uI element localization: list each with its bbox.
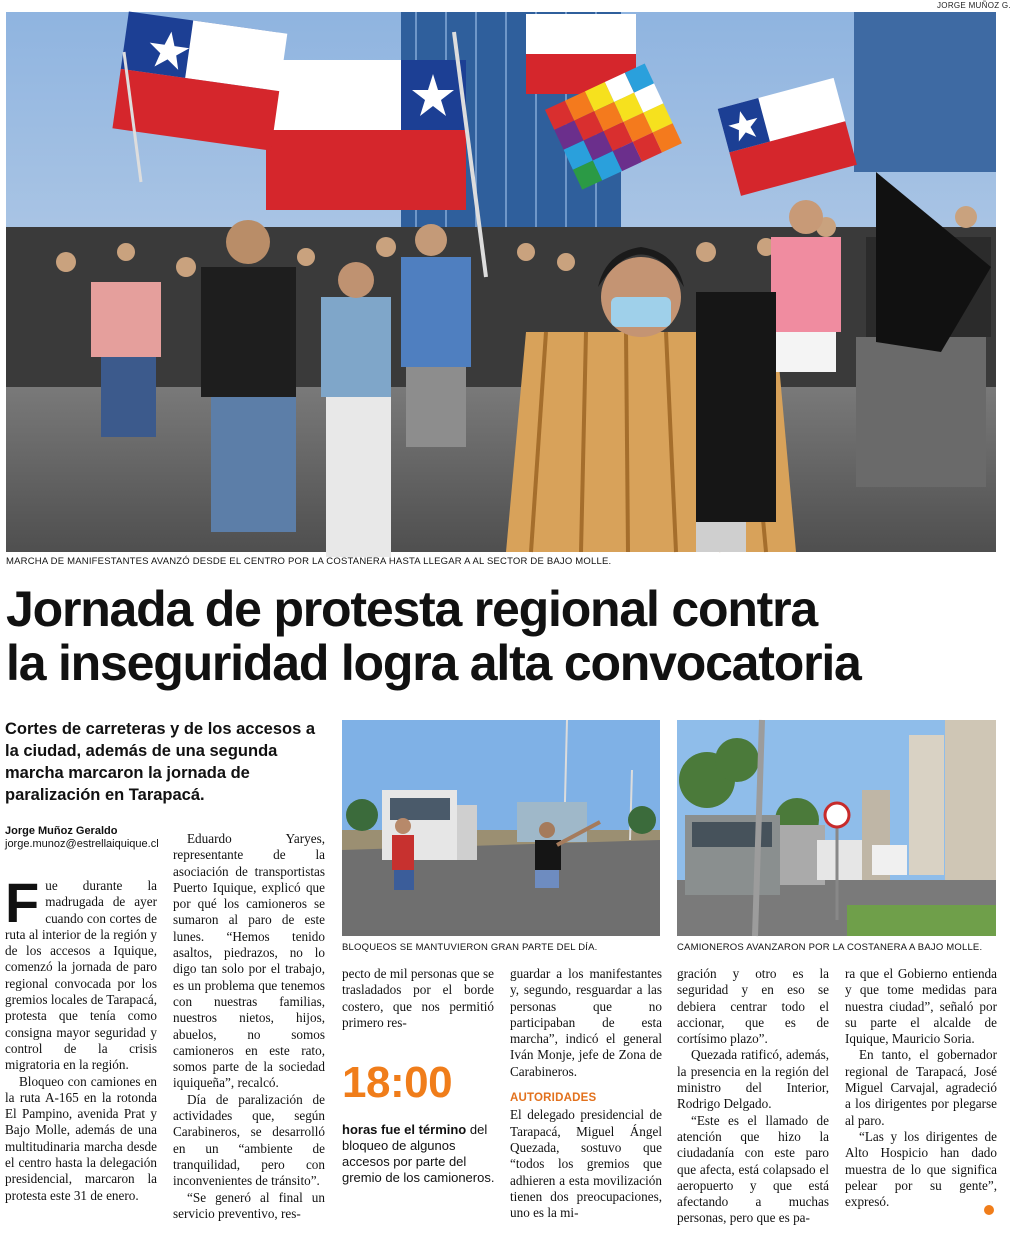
col1-paragraph-2: Bloqueo con camiones en la ruta A-165 en la rotonda El Pampino, avenida Prat y Bajo Molle, además de una multitudinaria marcha desde el centro hasta la delegación presidencial, marcaron la protesta este 31 de enero. <box>5 1073 157 1203</box>
col4-paragraph-1: guardar a los manifestantes y, segundo, resguardar a las personas que no participaban de esta marcha”, indicó el general Iván Monje, jefe de Zona de Carabineros. <box>510 966 662 1079</box>
author-name: Jorge Muñoz Geraldo <box>5 825 118 837</box>
roadblock-photo-caption: BLOQUEOS SE MANTUVIERON GRAN PARTE DEL DÍA. <box>342 942 598 953</box>
body-column-5 <box>677 966 829 1227</box>
body-column-2 <box>173 831 325 1222</box>
trucks-photo-caption: CAMIONEROS AVANZARON POR LA COSTANERA A BAJO MOLLE. <box>677 942 983 953</box>
headline-line-2: la inseguridad logra alta convocatoria <box>6 635 861 691</box>
author-email: jorge.munoz@estrellaiquique.cl <box>5 838 159 850</box>
col2-paragraph-1: Eduardo Yaryes, representante de la asociación de transportistas Puerto Iquique, explicó que por qué los camioneros se sumaron al paro de este lunes. “Hemos tenido asaltos, piedrazos, no lo digo tan solo por el trabajo, es un problema que tenemos con nuestras familias, nuestros nietos, hijos, abuelos, no somos camioneros en este rato, somos parte de la sociedad iquiqueña”, recalcó. <box>173 831 325 1091</box>
body-column-1 <box>5 871 157 1204</box>
main-photo-caption: MARCHA DE MANIFESTANTES AVANZÓ DESDE EL CENTRO POR LA COSTANERA HASTA LLEGAR A AL SECTOR DE BAJO MOLLE. <box>6 556 612 567</box>
drop-cap: F <box>5 871 40 934</box>
col6-paragraph-3: “Las y los dirigentes de Alto Hospicio han dado muestra de lo que significa pelear por su gente”, expresó. <box>845 1128 997 1210</box>
lead-text: Cortes de carreteras y de los accesos a la ciudad, además de una segunda marcha marcaron la jornada de paralización en Tarapacá. <box>5 720 316 804</box>
col2-paragraph-2: Día de paralización de actividades que, según Carabineros, se desarrolló en un “ambiente de tranquilidad, pero con inconvenientes de tránsito”. <box>173 1091 325 1189</box>
roadblock-photo <box>342 720 660 936</box>
headline-line-1: Jornada de protesta regional contra <box>6 581 817 637</box>
col6-paragraph-2: En tanto, el gobernador regional de Tarapacá, José Miguel Carvajal, agradeció a los dirigentes por plegarse al paro. <box>845 1047 997 1128</box>
col5-paragraph-3: “Este es el llamado de atención que hizo la ciudadanía con este paro que afecta, está colapsado el aeropuerto y que está afectando a muchas personas, pero que es pa- <box>677 1112 829 1226</box>
subhead-autoridades: AUTORIDADES <box>510 1092 597 1105</box>
col5-paragraph-1: gración y otro es la seguridad y en eso se debiera centrar todo el accionar, que es de cortísimo plazo”. <box>677 966 829 1047</box>
highlight-text: horas fue el término del bloqueo de algunos accesos por parte del gremio de los camioneros. <box>342 1122 495 1185</box>
trucks-photo <box>677 720 996 936</box>
end-of-article-icon <box>984 1205 994 1215</box>
col5-paragraph-2: Quezada ratificó, además, la presencia en la región del ministro del Interior, Rodrigo Delgado. <box>677 1047 829 1112</box>
highlight-number: 18:00 <box>342 1058 453 1107</box>
col1-paragraph-1: Fue durante la madrugada de ayer cuando con cortes de ruta al interior de la región y de los accesos a Iquique, comenzó la jornada de paro regional convocada por los gremios locales de Tarapacá, protesta que tenía como consigna mayor seguridad y control de la crisis migratoria en la región. <box>5 871 157 1073</box>
body-column-3 <box>342 966 494 1031</box>
col4-paragraph-2: El delegado presidencial de Tarapacá, Miguel Ángel Quezada, sostuvo que “todos los gremios que adhieren a esta movilización tienen dos preocupaciones, uno es la mi- <box>510 1107 662 1221</box>
body-column-4 <box>510 966 662 1221</box>
headline <box>6 582 996 690</box>
main-photo <box>6 12 996 552</box>
photo-credit: JORGE MUÑOZ G. <box>937 1 1011 10</box>
col6-paragraph-1: ra que el Gobierno entienda y que tome medidas para nuestra ciudad”, señaló por su parte el alcalde de Iquique, Mauricio Soria. <box>845 966 997 1047</box>
body-column-6 <box>845 966 997 1210</box>
col2-paragraph-3: “Se generó al final un servicio preventivo, res- <box>173 1189 325 1221</box>
col3-paragraph-1: pecto de mil personas que se trasladados por el borde costero, que nos permitió primero res- <box>342 966 494 1030</box>
